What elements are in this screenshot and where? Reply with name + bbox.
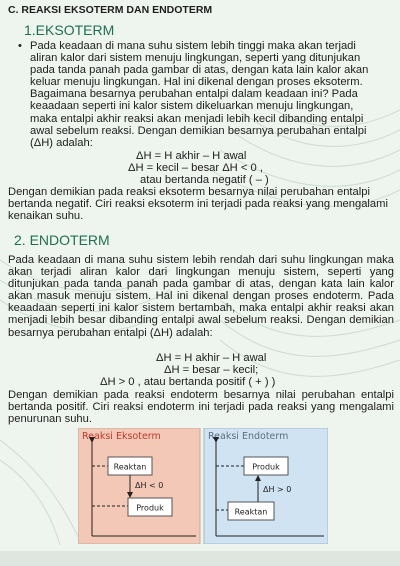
endoterm-diagram-title: Reaksi Endoterm xyxy=(208,431,289,442)
enthalpy-diagram xyxy=(78,428,328,544)
eksoterm-paragraph-block xyxy=(18,40,380,149)
section-title: C. REAKSI EKSOTERM DAN ENDOTERM xyxy=(8,4,213,16)
eksoterm-produk-label: Produk xyxy=(136,503,164,513)
endoterm-equation-1: ΔH = H akhir – H awal xyxy=(156,352,267,364)
endoterm-equation-2: ΔH = besar – kecil; xyxy=(164,364,259,376)
endoterm-produk-label: Produk xyxy=(252,462,280,472)
endoterm-delta-label: ΔH > 0 xyxy=(263,485,292,494)
endoterm-reaktan-label: Reaktan xyxy=(234,507,268,517)
endoterm-equation-3: ΔH > 0 , atau bertanda positif ( + ) ) xyxy=(100,376,276,388)
eksoterm-delta-label: ΔH < 0 xyxy=(135,481,164,490)
eksoterm-heading: 1.EKSOTERM xyxy=(24,22,115,38)
bullet-icon: • xyxy=(18,40,22,52)
eksoterm-reaktan-label: Reaktan xyxy=(113,462,147,472)
eksoterm-conclusion: Dengan demikian pada reaksi eksoterm besarnya nilai perubahan entalpi bertanda negatif. Ciri reaksi eksoterm ini terjadi pada reaksi yang mengalami kenaikan suhu. xyxy=(8,186,388,223)
eksoterm-diagram-title: Reaksi Eksoterm xyxy=(82,431,161,442)
eksoterm-paragraph: Pada keadaan di mana suhu sistem lebih tinggi maka akan terjadi aliran kalor dari sistem menuju lingkungan, seperti yang ditunjukan pada tanda panah pada gambar di atas, dengan kata lain kalor akan keluar menuju lingkungan. Hal ini dikenal dengan proses eksoterm. Bagaimana besarnya perubahan entalpi dalam keadaan ini? Pada keaadaan seperti ini kalor sistem dikeluarkan menuju lingkungan, maka entalpi akhir reaksi akan menjadi lebih kecil dibanding entalpi awal sebelum reaksi. Dengan demikian besarnya perubahan entalpi (ΔH) adalah: xyxy=(30,40,369,149)
endoterm-paragraph: Pada keadaan di mana suhu sistem lebih rendah dari suhu lingkungan maka akan terjadi aliran kalor dari lingkungan menuju sistem, seperti yang ditunjukan pada tanda panah pada gambar di atas, dengan kata lain kalor akan masuk menuju sistem. Hal ini dikenal dengan proses endoterm. Pada keaadaan seperti ini kalor sistem bertambah, maka entalpi akhir reaksi akan menjadi lebih besar dibanding entalpi awal sebelum reaksi. Dengan demikian besarnya perubahan entalpi (ΔH) adalah: xyxy=(8,254,394,339)
eksoterm-equation-3: atau bertanda negatif ( – ) xyxy=(140,174,269,186)
eksoterm-equation-2: ΔH = kecil – besar ΔH < 0 , xyxy=(128,162,263,174)
eksoterm-equation-1: ΔH = H akhir – H awal xyxy=(136,150,247,162)
endoterm-conclusion: Dengan demikian pada reaksi endoterm besarnya nilai perubahan entalpi bertanda positif. Ciri reaksi endoterm ini terjadi pada reaksi yang mengalami penurunan suhu. xyxy=(8,389,394,426)
endoterm-heading: 2. ENDOTERM xyxy=(14,232,110,248)
